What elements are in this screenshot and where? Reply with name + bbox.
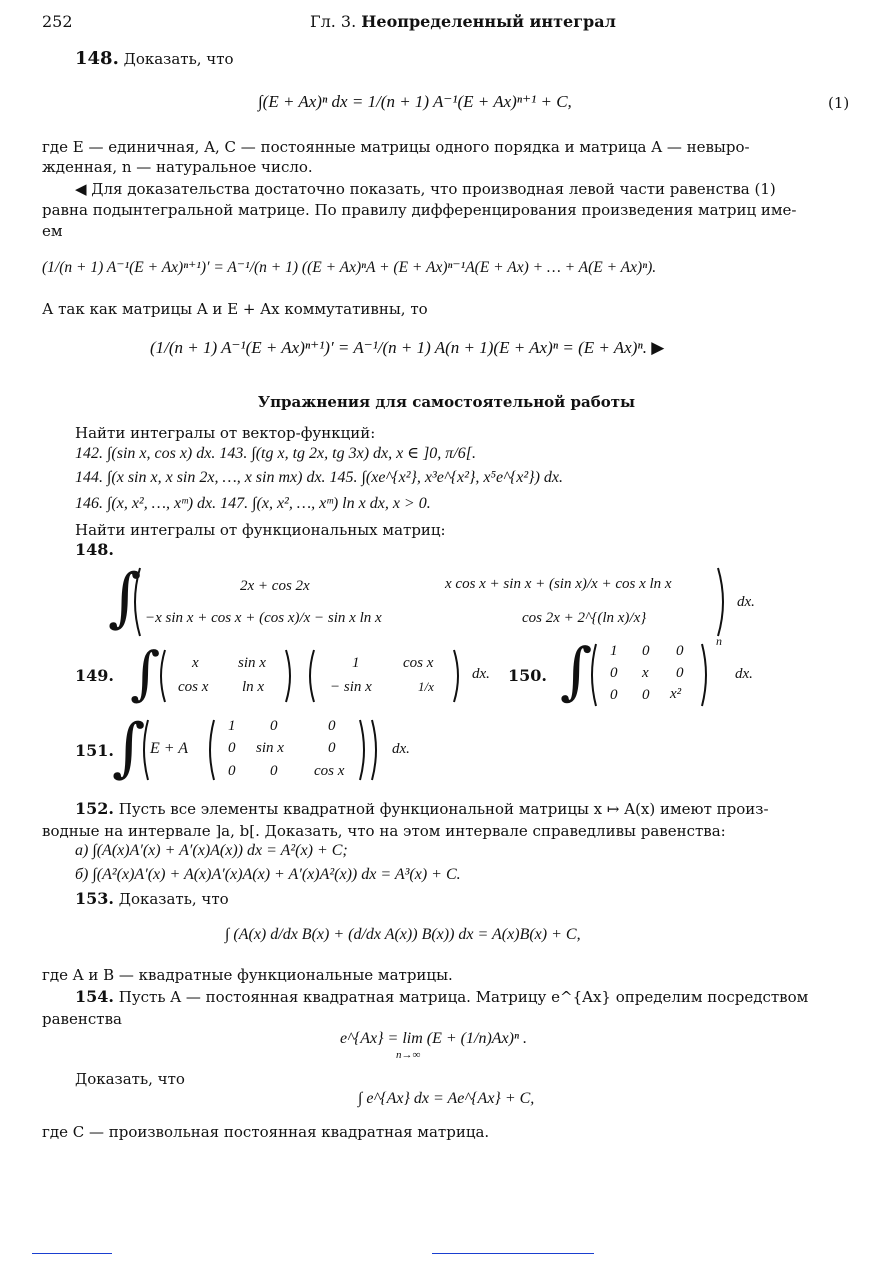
- matrix-149a-cell: cos x: [178, 679, 209, 695]
- exercises-intro-vector: Найти интегралы от вектор-функций:: [75, 424, 376, 442]
- exercises-intro-matrix: Найти интегралы от функциональных матриц:: [75, 521, 446, 539]
- integral-sign: ∫: [560, 634, 593, 707]
- matrix-151-cell: 0: [228, 740, 236, 756]
- left-paren: [304, 648, 316, 704]
- problem-153-heading: [75, 888, 229, 910]
- matrix-150-cell: 0: [642, 687, 650, 703]
- matrix-151-cell: 0: [228, 763, 236, 779]
- differential: dx.: [392, 741, 410, 757]
- matrix-150-cell: 0: [610, 665, 618, 681]
- problem-154-formula-1: e^{Ax} = lim (E + (1/n)Ax)ⁿ .: [340, 1030, 528, 1047]
- matrix-149a-cell: ln x: [242, 679, 265, 695]
- equation-label: (1): [828, 94, 850, 112]
- proof-line-1: ◀ Для доказательства достаточно показать, что производная левой части равенства (1): [75, 180, 776, 198]
- problem-text: Пусть все элементы квадратной функциональной матрицы x ↦ A(x) имеют произ-: [118, 800, 769, 818]
- problem-text: Доказать, что: [118, 890, 229, 908]
- right-paren: [700, 642, 712, 708]
- problem-152-line-1: [75, 798, 769, 820]
- exercises-142-143: 142. ∫(sin x, cos x) dx. 143. ∫(tg x, tg 2x, tg 3x) dx, x ∈ ]0, π/6[.: [75, 445, 476, 462]
- matrix-149a-cell: sin x: [238, 655, 266, 671]
- matrix-151-cell: 0: [328, 718, 336, 734]
- where-line-1: где E — единичная, A, C — постоянные матрицы одного порядка и матрица A — невыро-: [42, 138, 750, 156]
- exercises-144-145: 144. ∫(x sin x, x sin 2x, …, x sin mx) dx. 145. ∫(xe^{x²}, x³e^{x²}, x⁵e^{x²}) dx.: [75, 469, 563, 486]
- left-paren: [155, 648, 167, 704]
- exercises-146-147: 146. ∫(x, x², …, xᵐ) dx. 147. ∫(x, x², …, xᵐ) ln x dx, x > 0.: [75, 495, 431, 512]
- matrix-148-cell-21: −x sin x + cos x + (cos x)/x − sin x ln x: [145, 610, 382, 626]
- problem-number: 152.: [75, 799, 114, 818]
- problem-152-b: б) ∫(A²(x)A′(x) + A(x)A′(x)A(x) + A′(x)A²(x)) dx = A³(x) + C.: [75, 866, 461, 883]
- left-paren: [586, 642, 598, 708]
- footer-link-rule[interactable]: [432, 1253, 594, 1254]
- matrix-149b-cell: − sin x: [330, 679, 372, 695]
- matrix-148-cell-22: cos 2x + 2^{(ln x)/x}: [522, 610, 647, 626]
- exercise-148-number: 148.: [75, 540, 114, 559]
- formula-1: ∫(E + Ax)ⁿ dx = 1/(n + 1) A⁻¹(E + Ax)ⁿ⁺¹ + C,: [258, 92, 572, 111]
- matrix-150-cell: 1: [610, 643, 618, 659]
- matrix-151-cell: sin x: [256, 740, 284, 756]
- matrix-151-cell: 0: [328, 740, 336, 756]
- matrix-151-cell: 0: [270, 763, 278, 779]
- exercise-149-number: 149.: [75, 666, 114, 685]
- problem-statement: Доказать, что: [123, 50, 234, 68]
- proof-line-3: ем: [42, 222, 63, 240]
- matrix-150-cell: 0: [676, 643, 684, 659]
- proof-line-4: А так как матрицы A и E + Ax коммутативны, то: [42, 300, 428, 318]
- exercises-title: Упражнения для самостоятельной работы: [257, 393, 636, 411]
- right-paren: [452, 648, 464, 704]
- integral-sign: ∫: [130, 639, 161, 707]
- integral-sign: ∫: [112, 711, 146, 785]
- exercise-151-number: 151.: [75, 741, 114, 760]
- problem-number: 148.: [75, 48, 119, 69]
- running-header: [310, 12, 616, 31]
- matrix-150-cell: 0: [676, 665, 684, 681]
- problem-154-where: где C — произвольная постоянная квадратная матрица.: [42, 1123, 490, 1141]
- commutative-formula: (1/(n + 1) A⁻¹(E + Ax)ⁿ⁺¹)′ = A⁻¹/(n + 1) A(n + 1)(E + Ax)ⁿ = (E + Ax)ⁿ. ▶: [150, 338, 665, 357]
- chapter-title: Неопределенный интеграл: [361, 12, 616, 31]
- derivative-formula: (1/(n + 1) A⁻¹(E + Ax)ⁿ⁺¹)′ = A⁻¹/(n + 1) ((E + Ax)ⁿA + (E + Ax)ⁿ⁻¹A(E + Ax) + … + A(E + Ax)ⁿ).: [42, 259, 657, 276]
- matrix-149b-cell: 1: [352, 655, 360, 671]
- left-paren: [138, 718, 150, 782]
- matrix-150-power: n: [716, 634, 722, 648]
- problem-153-formula: ∫ (A(x) d/dx B(x) + (d/dx A(x)) B(x)) dx = A(x)B(x) + C,: [225, 926, 581, 943]
- matrix-150-cell: x: [642, 665, 649, 681]
- problem-154-line-2: равенства: [42, 1010, 122, 1028]
- matrix-149a-cell: x: [192, 655, 199, 671]
- matrix-150-cell: x²: [670, 686, 682, 702]
- page-number: 252: [42, 12, 73, 31]
- proof-line-2: равна подынтегральной матрице. По правилу дифференцирования произведения матриц име-: [42, 201, 797, 219]
- problem-154-line-1: [75, 986, 808, 1008]
- matrix-150-cell: 0: [610, 687, 618, 703]
- integral-sign: ∫: [108, 561, 142, 635]
- matrix-151-cell: cos x: [314, 763, 345, 779]
- matrix-149b-cell: cos x: [403, 655, 434, 671]
- right-paren: [284, 648, 296, 704]
- chapter-label: Гл. 3.: [310, 12, 357, 31]
- exercise-150-number: 150.: [508, 666, 547, 685]
- problem-number: 153.: [75, 889, 114, 908]
- matrix-151-prefix: E + A: [150, 740, 189, 757]
- problem-152-line-2: водные на интервале ]a, b[. Доказать, что на этом интервале справедливы равенства:: [42, 822, 726, 840]
- matrix-150-cell: 0: [642, 643, 650, 659]
- problem-text: Пусть A — постоянная квадратная матрица. Матрицу e^{Ax} определим посредством: [118, 988, 809, 1006]
- matrix-148-cell-12: x cos x + sin x + (sin x)/x + cos x ln x: [445, 576, 672, 592]
- left-paren: [128, 566, 142, 638]
- matrix-151-cell: 0: [270, 718, 278, 734]
- matrix-149b-cell: 1/x: [418, 679, 434, 694]
- matrix-151-cell: 1: [228, 718, 236, 734]
- where-line-2: жденная, n — натуральное число.: [42, 158, 313, 176]
- footer-link-rule[interactable]: [32, 1253, 112, 1254]
- differential: dx.: [737, 594, 755, 610]
- differential: dx.: [472, 666, 490, 682]
- problem-152-a: а) ∫(A(x)A′(x) + A′(x)A(x)) dx = A²(x) + C;: [75, 842, 348, 859]
- left-paren: [204, 718, 216, 782]
- limit-subscript: n→∞: [396, 1049, 421, 1061]
- right-paren: [716, 566, 730, 638]
- problem-number: 154.: [75, 987, 114, 1006]
- right-paren: [370, 718, 382, 782]
- differential: dx.: [735, 666, 753, 682]
- problem-148-heading: [75, 48, 234, 69]
- problem-154-formula-2: ∫ e^{Ax} dx = Ae^{Ax} + C,: [358, 1090, 535, 1107]
- right-paren: [358, 718, 370, 782]
- problem-153-where: где A и B — квадратные функциональные матрицы.: [42, 966, 453, 984]
- problem-154-prove: Доказать, что: [75, 1070, 185, 1088]
- matrix-148-cell-11: 2x + cos 2x: [240, 578, 310, 594]
